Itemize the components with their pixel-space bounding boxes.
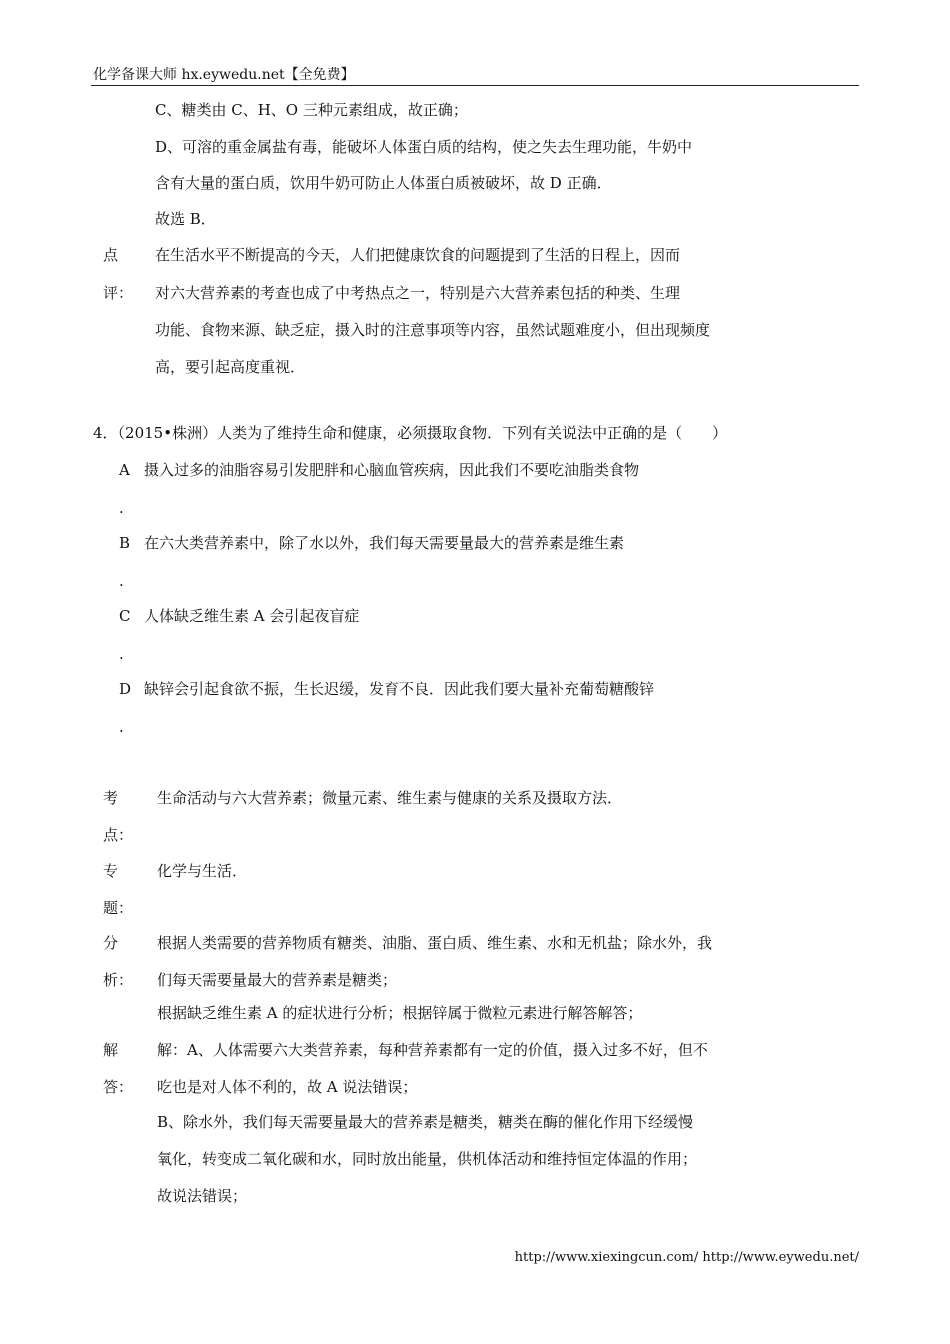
option-text: 摄入过多的油脂容易引发肥胖和心脑血管疾病，因此我们不要吃油脂类食物 xyxy=(144,461,640,479)
comment-label-2: 评： xyxy=(103,284,134,302)
comment-line: 高，要引起高度重视． xyxy=(155,358,306,376)
option-dot: . xyxy=(119,499,124,517)
option-letter: A xyxy=(119,461,130,479)
jieda-label-2: 答： xyxy=(103,1078,134,1096)
option-dot: . xyxy=(119,645,124,663)
answer-line-d1: D、可溶的重金属盐有毒，能破坏人体蛋白质的结构，使之失去生理功能，牛奶中 xyxy=(155,138,693,156)
jieda-line: 故说法错误； xyxy=(157,1187,248,1205)
page-footer-links[interactable]: http://www.xiexingcun.com/ http://www.eywedu.net/ xyxy=(514,1250,859,1265)
option-text: 人体缺乏维生素 A 会引起夜盲症 xyxy=(144,607,360,625)
option-dot: . xyxy=(119,572,124,590)
jieda-line: 吃也是对人体不利的，故 A 说法错误； xyxy=(157,1078,418,1096)
jieda-label-1: 解 xyxy=(103,1041,119,1059)
option-letter: C xyxy=(119,607,131,625)
fenxi-line: 们每天需要量最大的营养素是糖类； xyxy=(157,971,398,989)
option-letter: B xyxy=(119,534,131,552)
page-header: 化学备课大师 hx.eywedu.net【全免费】 xyxy=(93,67,355,83)
zhuanti-label-2: 题： xyxy=(103,899,134,917)
zhuanti-label-1: 专 xyxy=(103,862,119,880)
answer-line-d2: 含有大量的蛋白质，饮用牛奶可防止人体蛋白质被破坏，故 D 正确． xyxy=(155,174,612,192)
comment-line: 功能、食物来源、缺乏症，摄入时的注意事项等内容，虽然试题难度小，但出现频度 xyxy=(155,321,711,339)
comment-line: 在生活水平不断提高的今天，人们把健康饮食的问题提到了生活的日程上，因而 xyxy=(155,246,681,264)
option-text: 在六大类营养素中，除了水以外，我们每天需要量最大的营养素是维生素 xyxy=(144,534,625,552)
comment-line: 对六大营养素的考查也成了中考热点之一，特别是六大营养素包括的种类、生理 xyxy=(155,284,681,302)
jieda-line: B、除水外，我们每天需要量最大的营养素是糖类，糖类在酶的催化作用下经缓慢 xyxy=(157,1113,694,1131)
kaodian-label-2: 点： xyxy=(103,826,134,844)
fenxi-label-2: 析： xyxy=(103,971,134,989)
answer-conclusion: 故选 B． xyxy=(155,210,216,228)
option-text: 缺锌会引起食欲不振，生长迟缓，发育不良．因此我们要大量补充葡萄糖酸锌 xyxy=(144,680,655,698)
question-stem: 4．（2015•株洲）人类为了维持生命和健康，必须摄取食物．下列有关说法中正确的是（ ） xyxy=(93,424,728,442)
jieda-line: 氧化，转变成二氧化碳和水，同时放出能量，供机体活动和维持恒定体温的作用； xyxy=(157,1150,698,1168)
kaodian-label-1: 考 xyxy=(103,789,119,807)
zhuanti-text: 化学与生活． xyxy=(157,862,248,880)
comment-label-1: 点 xyxy=(103,246,119,264)
fenxi-line: 根据缺乏维生素 A 的症状进行分析；根据锌属于微粒元素进行解答解答； xyxy=(157,1004,643,1022)
answer-line-c: C、糖类由 C、H、O 三种元素组成，故正确； xyxy=(155,101,468,119)
kaodian-text: 生命活动与六大营养素；微量元素、维生素与健康的关系及摄取方法． xyxy=(157,789,623,807)
jieda-line: 解：A、人体需要六大类营养素，每种营养素都有一定的价值，摄入过多不好，但不 xyxy=(157,1041,708,1059)
fenxi-line: 根据人类需要的营养物质有糖类、油脂、蛋白质、维生素、水和无机盐；除水外，我 xyxy=(157,934,713,952)
option-dot: . xyxy=(119,718,124,736)
header-rule xyxy=(91,85,859,86)
option-letter: D xyxy=(119,680,132,698)
fenxi-label-1: 分 xyxy=(103,934,119,952)
